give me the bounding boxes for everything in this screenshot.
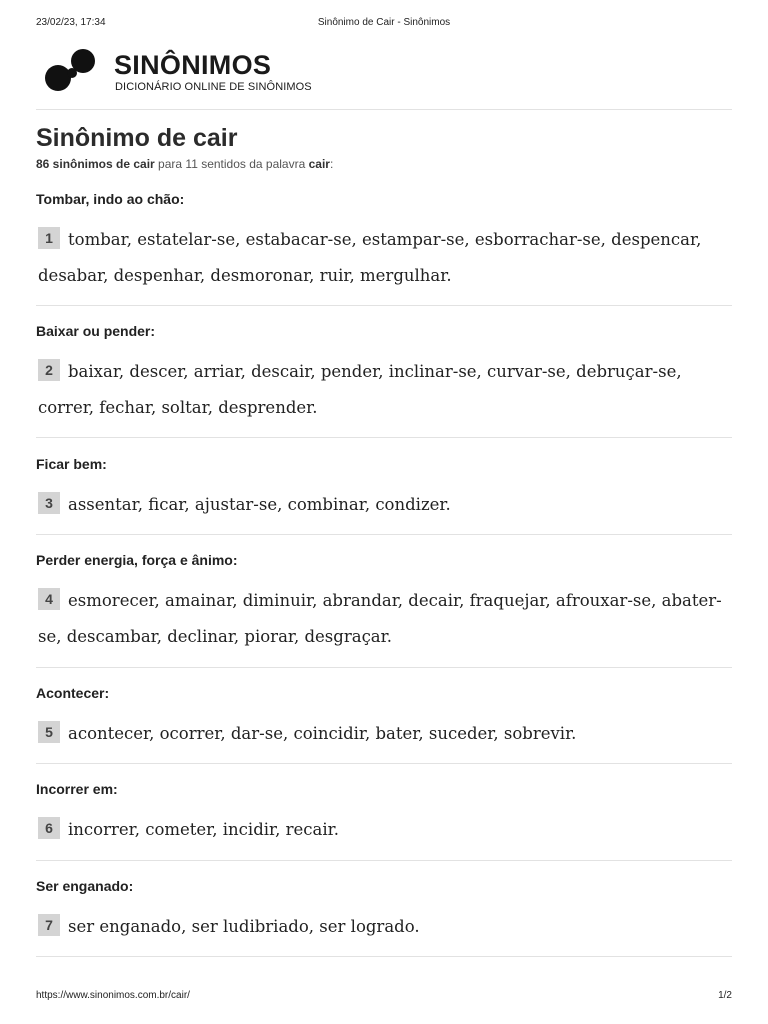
synonym-link[interactable]: condizer — [375, 495, 446, 514]
synonym-link[interactable]: acontecer — [68, 724, 150, 743]
sense-block — [36, 190, 732, 294]
print-footer — [36, 990, 732, 1004]
sense-heading: Tombar, indo ao chão: — [36, 191, 185, 207]
synonym-list: 6 incorrer, cometer, incidir, recair. — [36, 812, 732, 848]
synonym-list: 2 baixar, descer, arriar, descair, pender, inclinar-se, curvar-se, debruçar-se, correr, fechar, soltar, desprender. — [36, 354, 732, 426]
synonym-link[interactable]: desgraçar — [304, 627, 387, 646]
synonym-link[interactable]: bater — [375, 724, 419, 743]
section-divider — [36, 956, 732, 957]
synonym-link[interactable]: esborrachar-se — [474, 230, 601, 249]
logo-tagline: DICIONÁRIO ONLINE DE SINÔNIMOS — [115, 81, 312, 93]
synonym-link[interactable]: desabar — [38, 266, 104, 285]
synonym-link[interactable]: curvar-se — [487, 362, 566, 381]
synonym-link[interactable]: mergulhar — [360, 266, 447, 285]
sense-heading: Perder energia, força e ânimo: — [36, 552, 238, 568]
site-logo[interactable] — [44, 44, 364, 100]
sense-heading: Acontecer: — [36, 685, 110, 701]
synonym-link[interactable]: arriar — [193, 362, 241, 381]
sense-block — [36, 780, 732, 848]
synonym-link[interactable]: abater-se — [38, 591, 722, 646]
sense-number-badge: 4 — [38, 588, 60, 610]
sense-number-badge: 6 — [38, 817, 60, 839]
synonym-link[interactable]: incorrer — [68, 820, 135, 839]
synonym-link[interactable]: piorar — [244, 627, 294, 646]
synonym-link[interactable]: baixar — [68, 362, 119, 381]
synonym-list: 4 esmorecer, amainar, diminuir, abrandar, decair, fraquejar, afrouxar-se, abater-se, descambar, declinar, piorar, desgraçar. — [36, 583, 732, 655]
subtitle-mid: para 11 sentidos da palavra — [154, 157, 309, 171]
synonym-link[interactable]: ser ludibriado — [191, 917, 309, 936]
sense-number-badge: 3 — [38, 492, 60, 514]
synonym-list: 7 ser enganado, ser ludibriado, ser logrado. — [36, 909, 732, 945]
synonym-link[interactable]: estabacar-se — [245, 230, 352, 249]
print-url: https://www.sinonimos.com.br/cair/ — [36, 990, 190, 1001]
three-dots-logo-icon — [44, 44, 100, 100]
sense-heading: Baixar ou pender: — [36, 323, 156, 339]
synonym-link[interactable]: ajustar-se — [194, 495, 278, 514]
page-subtitle — [36, 157, 333, 171]
synonym-link[interactable]: suceder — [428, 724, 494, 743]
synonym-link[interactable]: correr — [38, 398, 89, 417]
section-divider — [36, 437, 732, 438]
synonym-link[interactable]: declinar — [167, 627, 234, 646]
page-indicator: 1/2 — [718, 990, 732, 1001]
synonym-link[interactable]: dar-se — [230, 724, 283, 743]
sense-block — [36, 684, 732, 752]
synonym-link[interactable]: decair — [408, 591, 460, 610]
synonym-link[interactable]: descambar — [66, 627, 157, 646]
print-doc-title: Sinônimo de Cair - Sinônimos — [317, 17, 451, 28]
synonym-link[interactable]: pender — [320, 362, 379, 381]
section-divider — [36, 763, 732, 764]
sense-block — [36, 551, 732, 655]
synonym-link[interactable]: assentar — [68, 495, 138, 514]
section-divider — [36, 534, 732, 535]
synonym-link[interactable]: diminuir — [242, 591, 313, 610]
sense-heading: Ser enganado: — [36, 878, 134, 894]
synonym-link[interactable]: combinar — [287, 495, 365, 514]
synonym-link[interactable]: sobrevir — [503, 724, 572, 743]
subtitle-word: cair — [308, 157, 330, 171]
sense-block — [36, 322, 732, 426]
synonym-link[interactable]: ruir — [319, 266, 350, 285]
logo-brand: SINÔNIMOS — [114, 50, 272, 80]
synonym-list: 5 acontecer, ocorrer, dar-se, coincidir, bater, suceder, sobrevir. — [36, 716, 732, 752]
synonym-link[interactable]: incidir — [222, 820, 276, 839]
subtitle-end: : — [329, 157, 334, 171]
synonym-link[interactable]: tombar — [68, 230, 127, 249]
synonym-link[interactable]: esmorecer — [68, 591, 155, 610]
synonym-link[interactable]: ser logrado — [319, 917, 415, 936]
print-header — [36, 17, 732, 31]
synonym-link[interactable]: ser enganado — [68, 917, 182, 936]
sense-number-badge: 5 — [38, 721, 60, 743]
synonym-link[interactable]: abrandar — [322, 591, 398, 610]
synonym-link[interactable]: despencar — [611, 230, 697, 249]
sense-heading: Incorrer em: — [36, 781, 118, 797]
sense-number-badge: 2 — [38, 359, 60, 381]
sense-heading: Ficar bem: — [36, 456, 107, 472]
section-divider — [36, 860, 732, 861]
synonym-link[interactable]: desmoronar — [210, 266, 310, 285]
synonym-list: 1 tombar, estatelar-se, estabacar-se, estampar-se, esborrachar-se, despencar, desabar, despenhar, desmoronar, ruir, mergulhar. — [36, 222, 732, 294]
sense-block — [36, 877, 732, 945]
sense-block — [36, 455, 732, 523]
synonym-link[interactable]: estatelar-se — [137, 230, 236, 249]
synonym-link[interactable]: afrouxar-se — [555, 591, 652, 610]
synonym-link[interactable]: ficar — [148, 495, 185, 514]
synonym-link[interactable]: coincidir — [293, 724, 365, 743]
synonym-link[interactable]: fraquejar — [469, 591, 546, 610]
section-divider — [36, 667, 732, 668]
synonym-link[interactable]: despenhar — [113, 266, 200, 285]
section-divider — [36, 305, 732, 306]
sense-number-badge: 7 — [38, 914, 60, 936]
synonym-link[interactable]: estampar-se — [361, 230, 465, 249]
synonym-link[interactable]: desprender — [218, 398, 313, 417]
synonym-link[interactable]: ocorrer — [159, 724, 221, 743]
synonym-link[interactable]: descair — [251, 362, 311, 381]
sense-number-badge: 1 — [38, 227, 60, 249]
synonym-link[interactable]: soltar — [161, 398, 208, 417]
synonym-count: 86 sinônimos de cair — [36, 157, 155, 171]
synonym-link[interactable]: fechar — [99, 398, 151, 417]
header-divider — [36, 109, 732, 110]
synonym-list: 3 assentar, ficar, ajustar-se, combinar, condizer. — [36, 487, 732, 523]
synonym-link[interactable]: cometer — [145, 820, 213, 839]
synonym-link[interactable]: debruçar-se — [576, 362, 677, 381]
synonym-link[interactable]: inclinar-se — [388, 362, 477, 381]
print-datetime: 23/02/23, 17:34 — [36, 17, 106, 28]
synonym-link[interactable]: amainar — [165, 591, 233, 610]
page-title: Sinônimo de cair — [36, 124, 238, 152]
synonym-link[interactable]: descer — [129, 362, 184, 381]
synonym-link[interactable]: recair — [285, 820, 334, 839]
